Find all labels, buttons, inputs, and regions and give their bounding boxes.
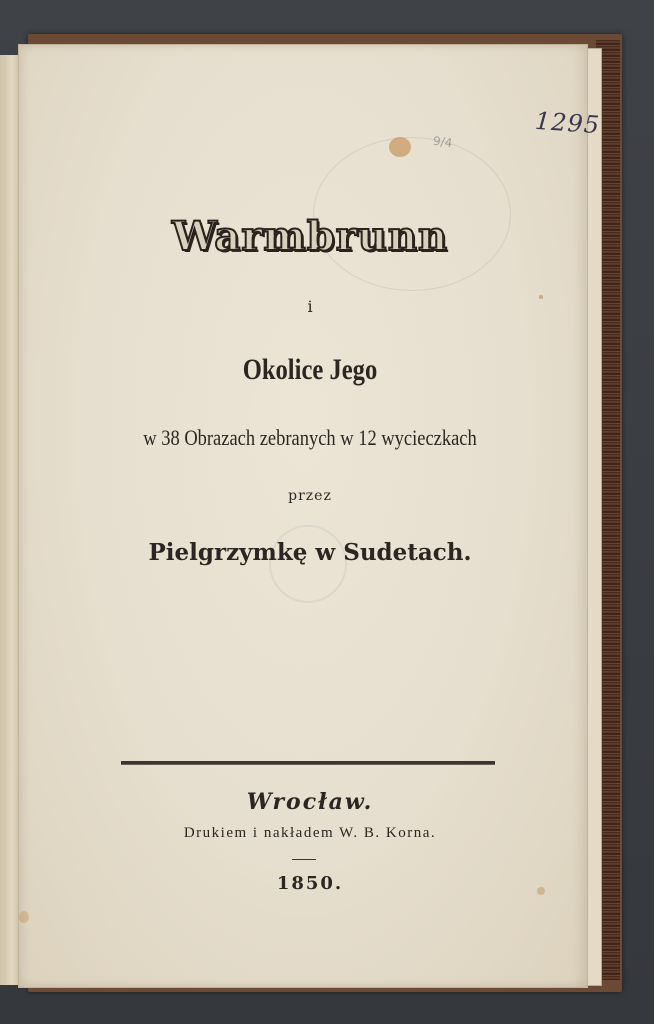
short-divider: [292, 859, 316, 860]
foxing-spot: [389, 137, 411, 157]
title-conjunction: i: [307, 297, 313, 316]
book-author: Pielgrzymkę w Sudetach.: [148, 539, 472, 566]
foxing-spot: [19, 911, 29, 923]
publication-year: 1850.: [276, 873, 344, 894]
book-title: Warmbrunn: [171, 213, 449, 260]
publication-place: Wrocław.: [246, 789, 374, 815]
author-preposition: przez: [288, 488, 332, 504]
pencil-note: 9/4: [432, 133, 454, 151]
printer-imprint: Drukiem i nakładem W. B. Korna.: [183, 825, 437, 841]
book-subtitle: Okolice Jego: [242, 353, 378, 386]
divider-rule: [121, 761, 495, 765]
shelfmark-number: 1295: [534, 106, 601, 140]
title-page: [18, 44, 601, 988]
book-description: w 38 Obrazach zebranych w 12 wycieczkach: [143, 425, 477, 450]
